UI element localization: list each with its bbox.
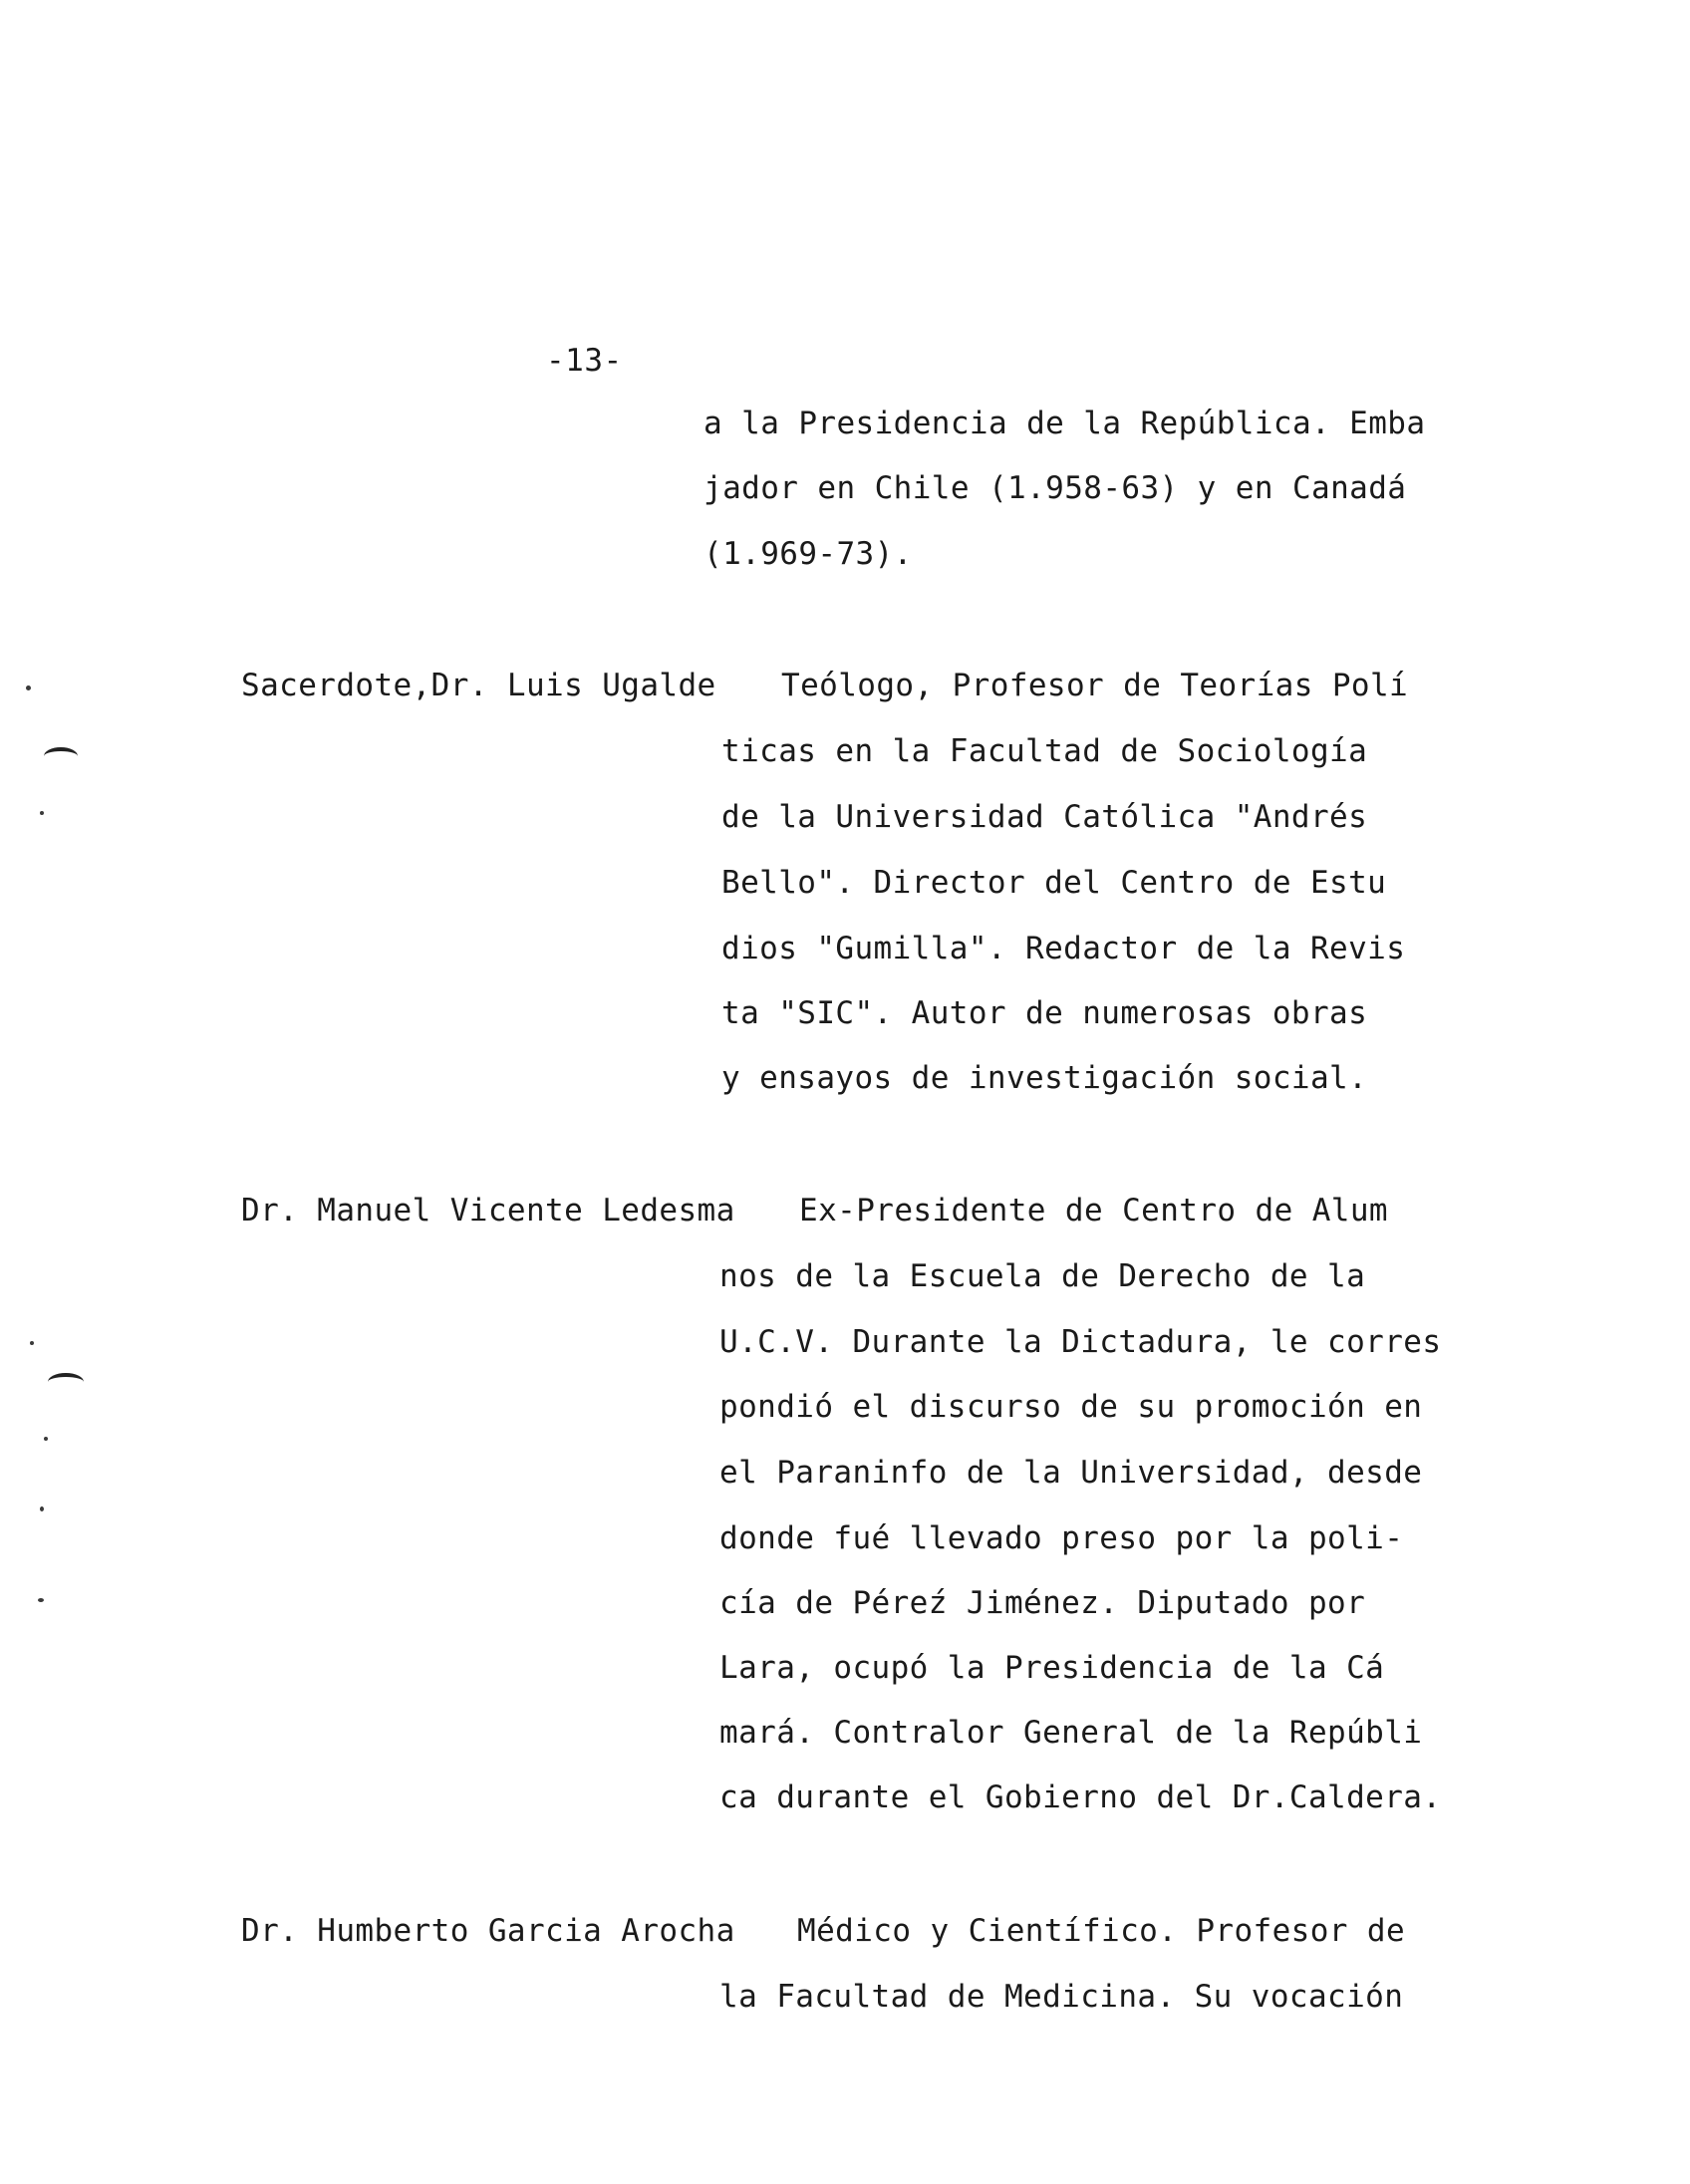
entry-line: ticas en la Facultad de Sociología	[721, 733, 1368, 769]
entry-name: Sacerdote,Dr. Luis Ugalde	[241, 668, 716, 703]
entry-line: de la Universidad Católica "Andrés	[721, 799, 1368, 835]
page-number: -13-	[546, 343, 623, 379]
entry-line: mará. Contralor General de la Repúbli	[719, 1715, 1423, 1751]
margin-speck	[40, 811, 44, 815]
entry-line: Bello". Director del Centro de Estu	[721, 865, 1387, 901]
margin-speck	[44, 1437, 48, 1441]
entry-line: cía de Péreź Jiménez. Diputado por	[719, 1585, 1366, 1621]
entry-line: Teólogo, Profesor de Teorías Polí	[781, 668, 1409, 703]
entry-line: la Facultad de Medicina. Su vocación	[719, 1979, 1404, 2015]
intro-line: a la Presidencia de la República. Emba	[704, 406, 1426, 441]
intro-line: (1.969-73).	[704, 536, 913, 572]
entry-name: Dr. Manuel Vicente Ledesma	[241, 1193, 735, 1228]
entry-line: Lara, ocupó la Presidencia de la Cá	[719, 1650, 1385, 1686]
margin-arc	[48, 1373, 84, 1391]
entry-line: pondió el discurso de su promoción en	[719, 1389, 1423, 1425]
margin-speck	[38, 1598, 44, 1602]
margin-speck	[40, 1506, 44, 1511]
entry-line: Médico y Científico. Profesor de	[797, 1913, 1406, 1949]
entry-line: U.C.V. Durante la Dictadura, le corres	[719, 1324, 1442, 1360]
entry-name: Dr. Humberto Garcia Arocha	[241, 1913, 735, 1949]
entry-line: Ex-Presidente de Centro de Alum	[799, 1193, 1388, 1228]
entry-line: ta "SIC". Autor de numerosas obras	[721, 995, 1368, 1031]
entry-line: ca durante el Gobierno del Dr.Caldera.	[719, 1779, 1442, 1815]
entry-line: nos de la Escuela de Derecho de la	[719, 1258, 1366, 1294]
entry-line: donde fué llevado preso por la poli-	[719, 1520, 1404, 1556]
entry-line: dios "Gumilla". Redactor de la Revis	[721, 931, 1406, 966]
intro-line: jador en Chile (1.958-63) y en Canadá	[704, 470, 1407, 506]
margin-speck	[26, 685, 31, 690]
margin-arc	[44, 747, 78, 765]
entry-line: y ensayos de investigación social.	[721, 1060, 1368, 1096]
entry-line: el Paraninfo de la Universidad, desde	[719, 1455, 1423, 1491]
margin-speck	[30, 1341, 34, 1345]
